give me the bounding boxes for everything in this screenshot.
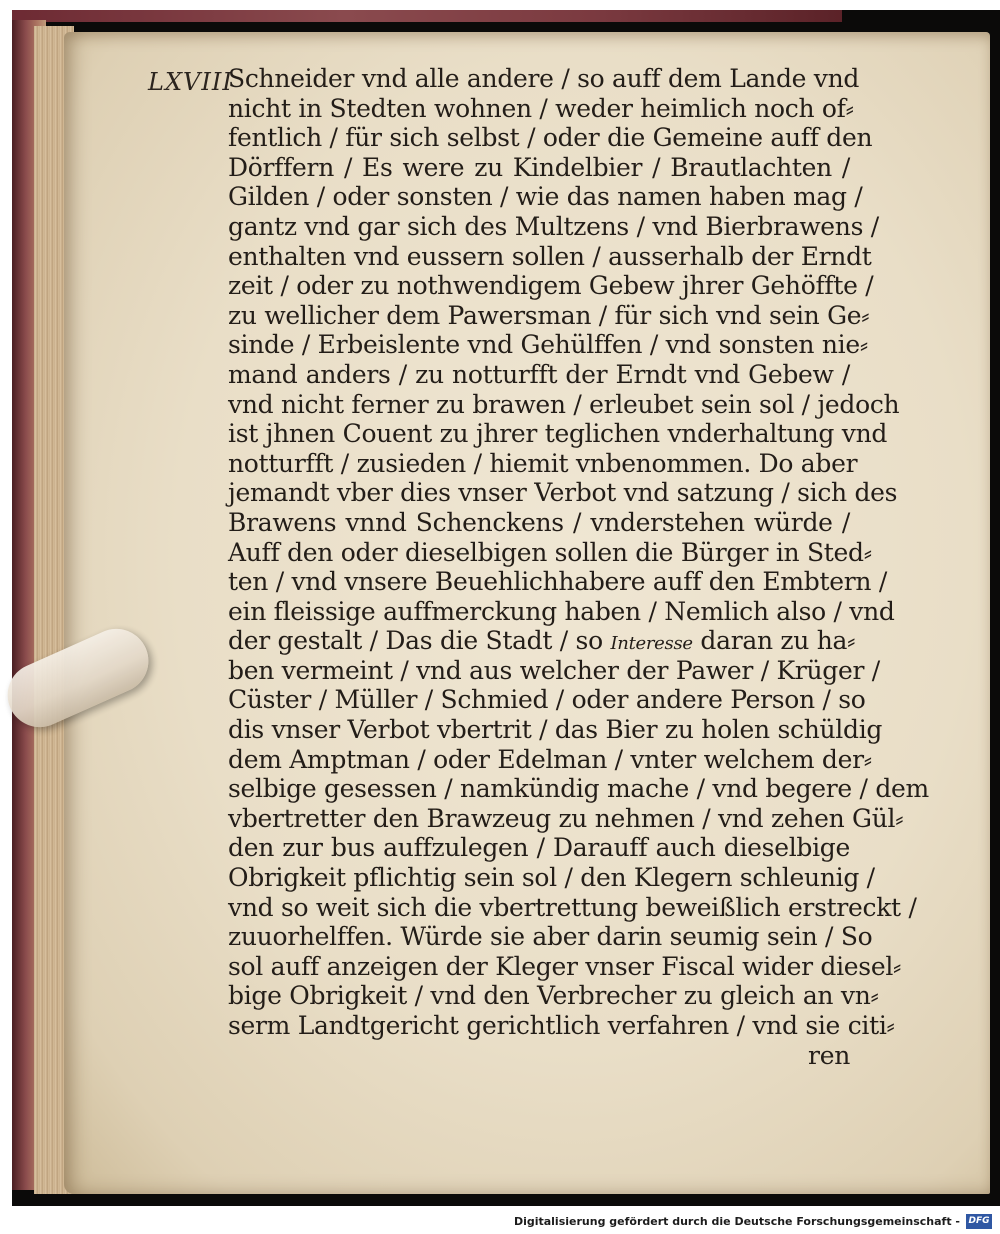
text-line-16: Brawens vnnd Schenckens / vnderstehen würde / bbox=[228, 507, 850, 537]
text-line-20 bbox=[228, 626, 856, 656]
text-line-13: ist jhnen Couent zu jhrer teglichen vnderhaltung vnd bbox=[228, 419, 888, 449]
text-line-33: serm Landtgericht gerichtlich verfahren / vnd sie citi⸗ bbox=[228, 1011, 895, 1040]
text-line-15: jemandt vber dies vnser Verbot vnd satzung / sich des bbox=[228, 478, 898, 508]
text-line-23: dis vnser Verbot vbertrit / das Bier zu holen schüldig bbox=[228, 715, 883, 745]
text-line-28: Obrigkeit pflichtig sein sol / den Klegern schleunig / bbox=[228, 863, 875, 893]
page-number: LXVIII bbox=[148, 68, 233, 96]
book-scan bbox=[12, 10, 1000, 1206]
text-line-21: ben vermeint / vnd aus welcher der Pawer / Krüger / bbox=[228, 655, 880, 685]
text-line-8: zeit / oder zu nothwendigem Gebew jhrer Gehöffte / bbox=[228, 271, 874, 301]
text-line-7: enthalten vnd eussern sollen / ausserhalb der Erndt bbox=[228, 241, 872, 271]
latin-word: Interesse bbox=[610, 633, 693, 655]
text-line-30: zuuorhelffen. Würde sie aber darin seumig sein / So bbox=[228, 922, 873, 952]
text-line-17: Auff den oder dieselbigen sollen die Bürger in Sted⸗ bbox=[228, 537, 872, 567]
text-line-24: dem Amptman / oder Edelman / vnter welchem der⸗ bbox=[228, 744, 872, 774]
text-line-9: zu wellicher dem Pawersman / für sich vnd sein Ge⸗ bbox=[228, 300, 870, 330]
text-line-3: fentlich / für sich selbst / oder die Gemeine auff den bbox=[228, 123, 873, 153]
text-line-29: vnd so weit sich die vbertrettung beweißlich erstreckt / bbox=[228, 892, 917, 922]
text-line-11: mand anders / zu notturfft der Erndt vnd Gebew / bbox=[228, 359, 850, 389]
text-line-20-start: der gestalt / Das die Stadt / so bbox=[228, 626, 603, 656]
text-line-5: Gilden / oder sonsten / wie das namen haben mag / bbox=[228, 182, 863, 212]
text-line-19: ein fleissige auffmerckung haben / Nemlich also / vnd bbox=[228, 596, 895, 626]
text-line-26: vbertretter den Brawzeug zu nehmen / vnd zehen Gül⸗ bbox=[228, 803, 904, 833]
book-cover-edge-top bbox=[12, 10, 842, 22]
text-line-12: vnd nicht ferner zu brawen / erleubet sein sol / jedoch bbox=[228, 389, 900, 419]
text-line-14: notturfft / zusieden / hiemit vnbenommen. Do aber bbox=[228, 448, 858, 478]
text-line-6: gantz vnd gar sich des Multzens / vnd Bierbrawens / bbox=[228, 211, 879, 241]
body-text bbox=[228, 64, 929, 1070]
funding-note: Digitalisierung gefördert durch die Deutsche Forschungsgemeinschaft - bbox=[513, 1215, 960, 1228]
text-line-4: Dörffern / Es were zu Kindelbier / Brautlachten / bbox=[228, 152, 850, 182]
text-line-2: nicht in Stedten wohnen / weder heimlich noch of⸗ bbox=[228, 93, 854, 123]
text-line-27: den zur bus auffzulegen / Darauff auch dieselbige bbox=[228, 833, 850, 863]
dfg-logo[interactable]: DFG bbox=[966, 1214, 992, 1229]
text-line-18: ten / vnd vnsere Beuehlichhabere auff den Embtern / bbox=[228, 567, 887, 597]
text-line-32: bige Obrigkeit / vnd den Verbrecher zu gleich an vn⸗ bbox=[228, 981, 879, 1011]
text-line-22: Cüster / Müller / Schmied / oder andere Person / so bbox=[228, 685, 866, 715]
text-line-10: sinde / Erbeislente vnd Gehülffen / vnd sonsten nie⸗ bbox=[228, 330, 868, 360]
text-line-31: sol auff anzeigen der Kleger vnser Fiscal wider diesel⸗ bbox=[228, 951, 902, 981]
text-line-20-end: daran zu ha⸗ bbox=[700, 626, 856, 656]
catchword: ren bbox=[808, 1040, 850, 1070]
footer-bar bbox=[0, 1212, 1000, 1234]
text-line-25: selbige gesessen / namkündig mache / vnd begere / dem bbox=[228, 774, 929, 804]
text-line-1: Schneider vnd alle andere / so auff dem Lande vnd bbox=[228, 64, 860, 93]
